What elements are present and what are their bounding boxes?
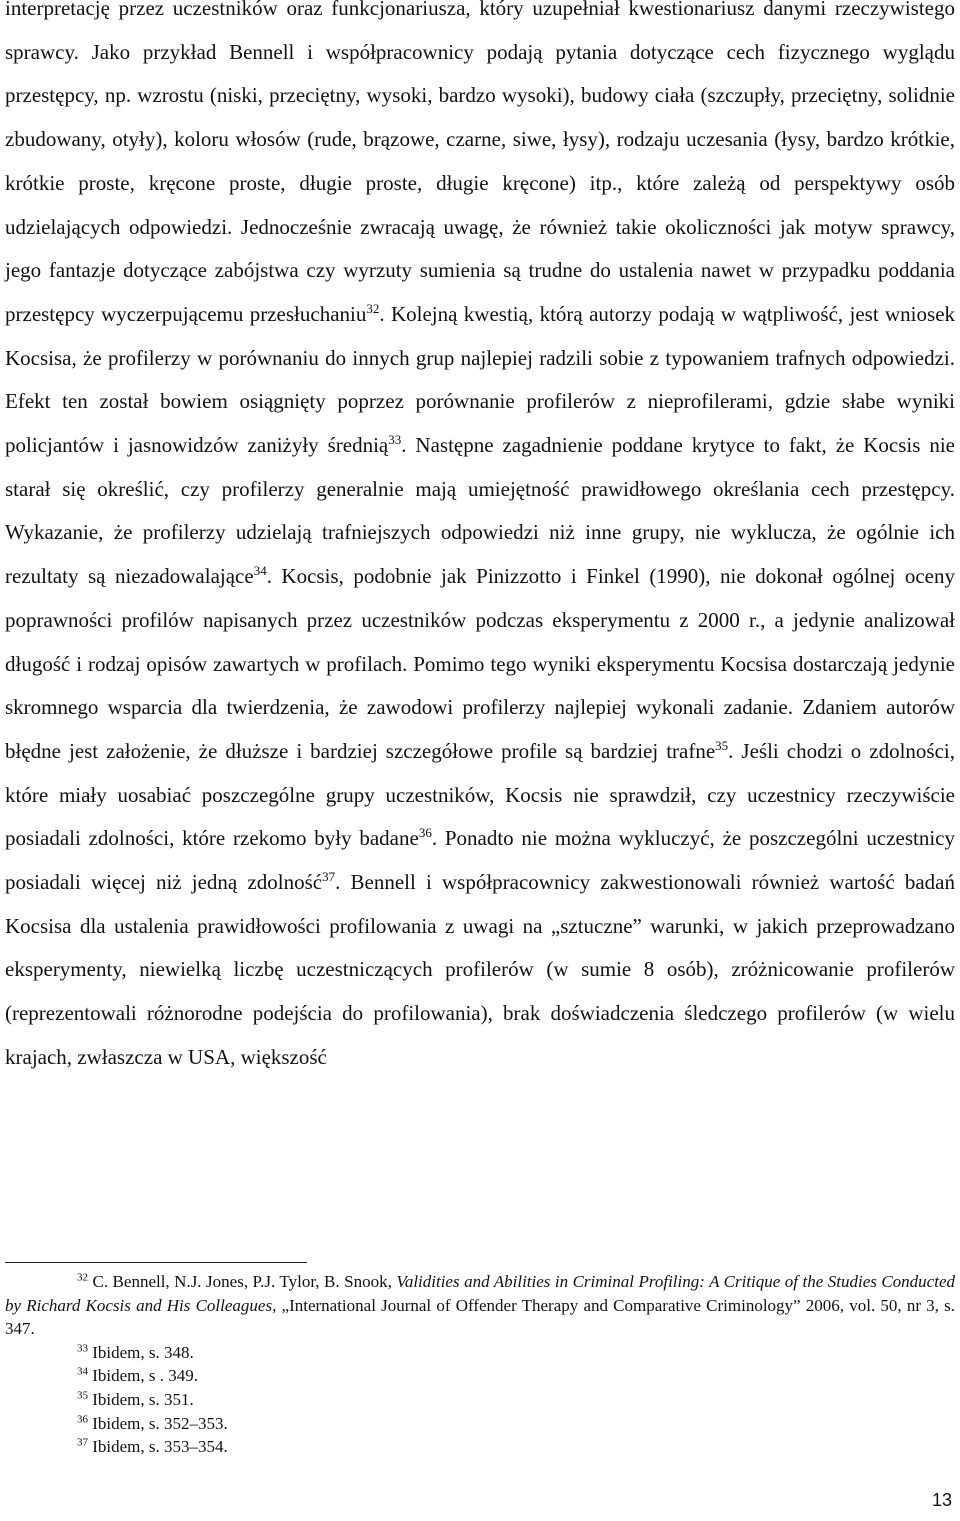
text-segment: . Jeśli chodzi o zdolności, które miały uosabiać poszczególne grupy uczestników, Kocsis nie sprawdził, czy uczestnicy rzeczywiście posiadali zdolności, które rzekomo były badane — [5, 738, 955, 851]
footnote-title: Validities and Abilities in Criminal Profiling: A Critique of the Studies Conducted by Richard Kocsis and His Colleagues — [5, 1272, 955, 1315]
footnote-34 — [5, 1364, 955, 1388]
footnote-ref-33[interactable]: 33 — [388, 432, 402, 448]
paragraph-text — [5, 0, 955, 1080]
footnote-number: 33 — [77, 1342, 88, 1355]
footnote-text: Ibidem, s. 348. — [88, 1342, 194, 1362]
text-segment: . Bennell i współpracownicy zakwestionowali również wartość badań Kocsisa dla ustalenia prawidłowości profilowania z uwagi na „sztuczne” warunki, w jakich przeprowadzano eksperymenty, niewielką liczbę uczestniczących profilerów (w sumie 8 osób), zróżnicowanie profilerów (reprezentowali różnorodne podejścia do profilowania), brak doświadczenia śledczego profilerów (w wielu krajach, zwłaszcza w USA, większość — [5, 870, 955, 1069]
text-segment: . Kocsis, podobnie jak Pinizzotto i Finkel (1990), nie dokonał ogólnej oceny poprawności profilów napisanych przez uczestników podczas eksperymentu z 2000 r., a jedynie analizował długość i rodzaj opisów zawartych w profilach. Pomimo tego wyniki eksperymentu Kocsisa dostarczają jedynie skromnego wsparcia dla twierdzenia, że zawodowi profilerzy najlepiej wykonali zadanie. Zdaniem autorów błędne jest założenie, że dłuższe i bardziej szczegółowe profile są bardziej trafne — [5, 564, 955, 763]
text-segment: . Następne zagadnienie poddane krytyce to fakt, że Kocsis nie starał się określić, czy profilerzy generalnie mają umiejętność prawidłowego określania cech przestępcy. Wykazanie, że profilerzy udzielają trafniejszych odpowiedzi niż inne grupy, nie wyklucza, że ogólnie ich rezultaty są niezadowalające — [5, 433, 955, 589]
footnote-text: , „International Journal of Offender Therapy and Comparative Criminology” 2006, vol. 50, nr 3, s. 347. — [5, 1295, 955, 1339]
footnote-ref-37[interactable]: 37 — [322, 869, 336, 885]
footnotes-section — [5, 1270, 955, 1459]
footnote-ref-35[interactable]: 35 — [715, 737, 729, 753]
footnote-ref-32[interactable]: 32 — [366, 300, 380, 316]
footnote-ref-34[interactable]: 34 — [253, 563, 267, 579]
footnote-32 — [5, 1270, 955, 1341]
footnote-text: Ibidem, s. 351. — [88, 1389, 194, 1409]
footnote-number: 32 — [77, 1271, 88, 1284]
footnote-text: Ibidem, s. 353–354. — [88, 1437, 228, 1457]
footnote-text: Ibidem, s . 349. — [88, 1366, 199, 1386]
footnote-number: 34 — [77, 1365, 88, 1378]
main-paragraph — [5, 0, 955, 1080]
text-segment: . Kolejną kwestią, którą autorzy podają w wątpliwość, jest wniosek Kocsisa, że profilerzy w porównaniu do innych grup najlepiej radzili sobie z typowaniem trafnych odpowiedzi. Efekt ten został bowiem osiągnięty poprzez porównanie profilerów z nieprofilerami, gdzie słabe wyniki policjantów i jasnowidzów zaniżyły średnią — [5, 301, 956, 458]
footnote-number: 36 — [77, 1412, 88, 1425]
footnote-separator — [5, 1262, 307, 1263]
footnote-text: C. Bennell, N.J. Jones, P.J. Tylor, B. Snook, — [88, 1272, 397, 1291]
footnote-number: 35 — [77, 1389, 88, 1402]
page-number: 13 — [931, 1490, 952, 1510]
footnote-number: 37 — [77, 1436, 88, 1449]
footnote-35 — [5, 1388, 955, 1412]
footnote-text: Ibidem, s. 352–353. — [88, 1413, 228, 1433]
text-segment: . Ponadto nie można wykluczyć, że poszczególni uczestnicy posiadali więcej niż jedną zdolność — [5, 826, 955, 895]
footnote-37 — [5, 1435, 955, 1459]
footnote-33 — [5, 1341, 955, 1365]
footnote-ref-36[interactable]: 36 — [418, 825, 432, 841]
footnote-36 — [5, 1412, 955, 1436]
text-segment: interpretację przez uczestników oraz funkcjonariusza, który uzupełniał kwestionariusz danymi rzeczywistego sprawcy. Jako przykład Bennell i współpracownicy podają pytania dotyczące cech fizycznego wyglądu przestępcy, np. wzrostu (niski, przeciętny, wysoki, bardzo wysoki), budowy ciała (szczupły, przeciętny, solidnie zbudowany, otyły), koloru włosów (rude, brązowe, czarne, siwe, łysy), rodzaju uczesania (łysy, bardzo krótkie, krótkie proste, kręcone proste, długie proste, długie kręcone) itp., które zależą od perspektywy osób udzielających odpowiedzi. Jednocześnie zwracają uwagę, że również takie okoliczności jak motyw sprawcy, jego fantazje dotyczące zabójstwa czy wyrzuty sumienia są trudne do ustalenia nawet w przypadku poddania przestępcy wyczerpującemu przesłuchaniu — [5, 0, 955, 326]
